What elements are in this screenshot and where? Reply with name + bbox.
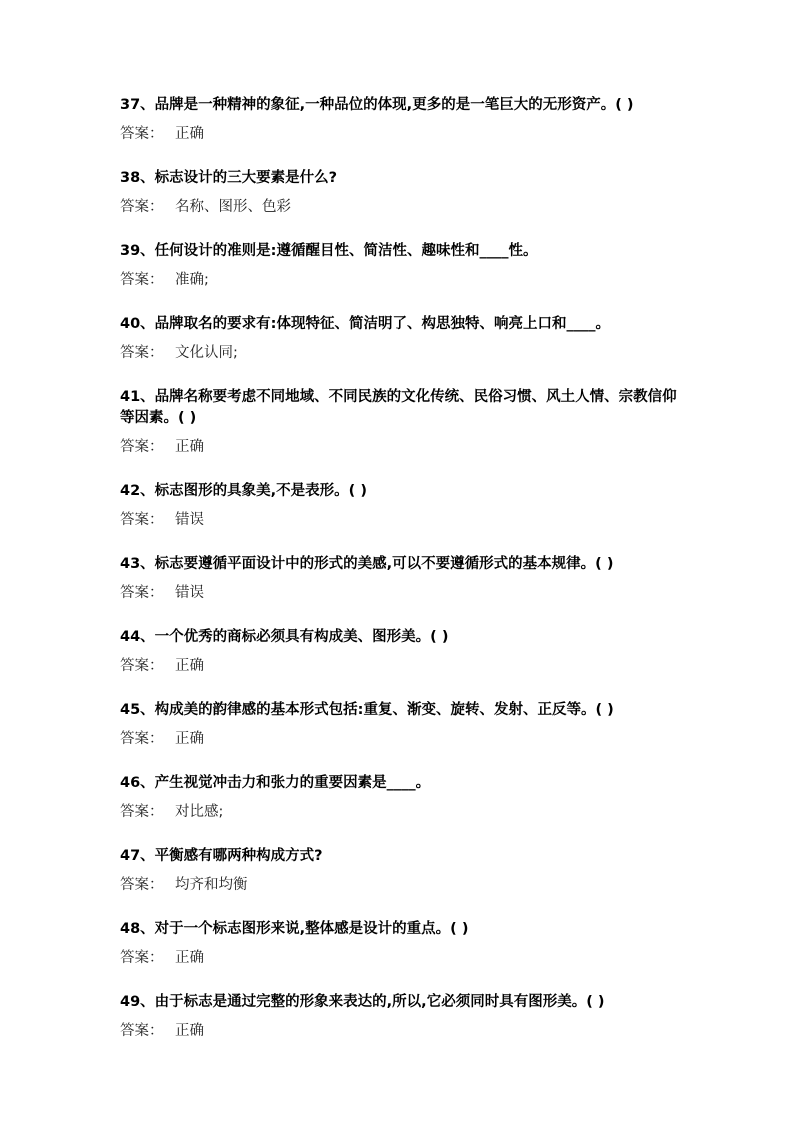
answer-label: 答案： [120,512,164,528]
qa-item-49 [120,992,680,1042]
answer-text: 名称、图形、色彩 [175,199,291,215]
question-text: 44、一个优秀的商标必须具有构成美、图形美。( ) [120,629,449,645]
qa-item-46 [120,773,680,823]
answer-text: 正确 [175,658,204,674]
question-text: 39、任何设计的准则是:遵循醒目性、简洁性、趣味性和____性。 [120,243,538,259]
answer-line [120,510,680,531]
answer-label: 答案： [120,950,164,966]
answer-label: 答案： [120,731,164,747]
answer-text: 正确 [175,731,204,747]
answer-label: 答案： [120,272,164,288]
question-text: 45、构成美的韵律感的基本形式包括:重复、渐变、旋转、发射、正反等。( ) [120,702,614,718]
answer-text: 均齐和均衡 [175,877,248,893]
question-text: 41、品牌名称要考虑不同地域、不同民族的文化传统、民俗习惯、风土人情、宗教信仰等因素。( ) [120,389,677,426]
answer-line [120,437,680,458]
answer-text: 错误 [175,512,204,528]
answer-text: 错误 [175,585,204,601]
answer-label: 答案： [120,877,164,893]
question-text: 37、品牌是一种精神的象征,一种品位的体现,更多的是一笔巨大的无形资产。( ) [120,97,634,113]
answer-line [120,656,680,677]
document-page [120,95,680,1042]
answer-label: 答案： [120,199,164,215]
qa-item-38 [120,168,680,218]
answer-line [120,197,680,218]
answer-label: 答案： [120,1023,164,1039]
answer-line [120,270,680,291]
answer-text: 正确 [175,1023,204,1039]
qa-item-40 [120,314,680,364]
question-text: 40、品牌取名的要求有:体现特征、简洁明了、构思独特、响亮上口和____。 [120,316,610,332]
question-text: 49、由于标志是通过完整的形象来表达的,所以,它必须同时具有图形美。( ) [120,994,605,1010]
answer-text: 对比感; [175,804,224,820]
question-text: 48、对于一个标志图形来说,整体感是设计的重点。( ) [120,921,469,937]
answer-line [120,875,680,896]
answer-label: 答案： [120,439,164,455]
qa-item-41 [120,387,680,458]
qa-item-48 [120,919,680,969]
question-text: 47、平衡感有哪两种构成方式? [120,848,323,864]
question-text: 43、标志要遵循平面设计中的形式的美感,可以不要遵循形式的基本规律。( ) [120,556,614,572]
answer-label: 答案： [120,126,164,142]
answer-line [120,729,680,750]
qa-item-42 [120,481,680,531]
question-text: 42、标志图形的具象美,不是表形。( ) [120,483,367,499]
question-text: 46、产生视觉冲击力和张力的重要因素是____。 [120,775,431,791]
qa-item-44 [120,627,680,677]
qa-item-47 [120,846,680,896]
answer-line [120,343,680,364]
answer-line [120,802,680,823]
qa-item-45 [120,700,680,750]
qa-item-37 [120,95,680,145]
answer-line [120,1021,680,1042]
answer-line [120,948,680,969]
answer-label: 答案： [120,658,164,674]
answer-text: 正确 [175,950,204,966]
answer-text: 正确 [175,126,204,142]
answer-label: 答案： [120,345,164,361]
answer-text: 准确; [175,272,209,288]
question-text: 38、标志设计的三大要素是什么? [120,170,338,186]
answer-line [120,124,680,145]
answer-text: 正确 [175,439,204,455]
answer-line [120,583,680,604]
answer-text: 文化认同; [175,345,238,361]
answer-label: 答案： [120,585,164,601]
qa-item-43 [120,554,680,604]
answer-label: 答案： [120,804,164,820]
qa-item-39 [120,241,680,291]
